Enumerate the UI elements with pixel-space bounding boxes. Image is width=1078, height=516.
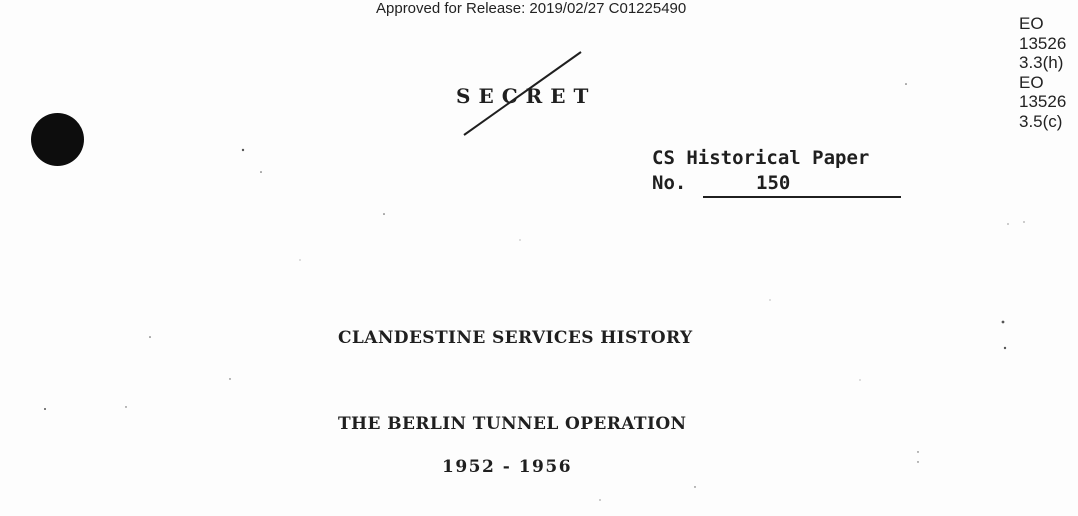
paper-series-label: CS Historical Paper xyxy=(652,147,870,169)
exemption-code: 13526 xyxy=(1019,92,1067,111)
paper-number-value: 150 xyxy=(756,172,791,194)
exemption-code: EO xyxy=(1019,72,1044,92)
exemption-code: 3.5(c) xyxy=(1019,111,1063,131)
paper-number-underline xyxy=(703,196,901,198)
operation-years: 1952 - 1956 xyxy=(442,457,573,477)
punch-hole xyxy=(31,113,84,166)
operation-title: THE BERLIN TUNNEL OPERATION xyxy=(338,414,687,434)
exemption-codes xyxy=(1019,14,1066,131)
exemption-code: EO xyxy=(1019,14,1044,33)
series-title: CLANDESTINE SERVICES HISTORY xyxy=(338,328,693,348)
paper-number-row xyxy=(652,172,791,194)
exemption-code: 3.3(h) xyxy=(1019,53,1064,72)
paper-number-label: No. xyxy=(652,172,687,194)
classification-strikethrough xyxy=(458,48,588,140)
release-stamp: Approved for Release: 2019/02/27 C01225490 xyxy=(376,0,687,17)
exemption-code: 13526 xyxy=(1019,33,1067,53)
classification-marking: SECRET xyxy=(456,84,597,108)
